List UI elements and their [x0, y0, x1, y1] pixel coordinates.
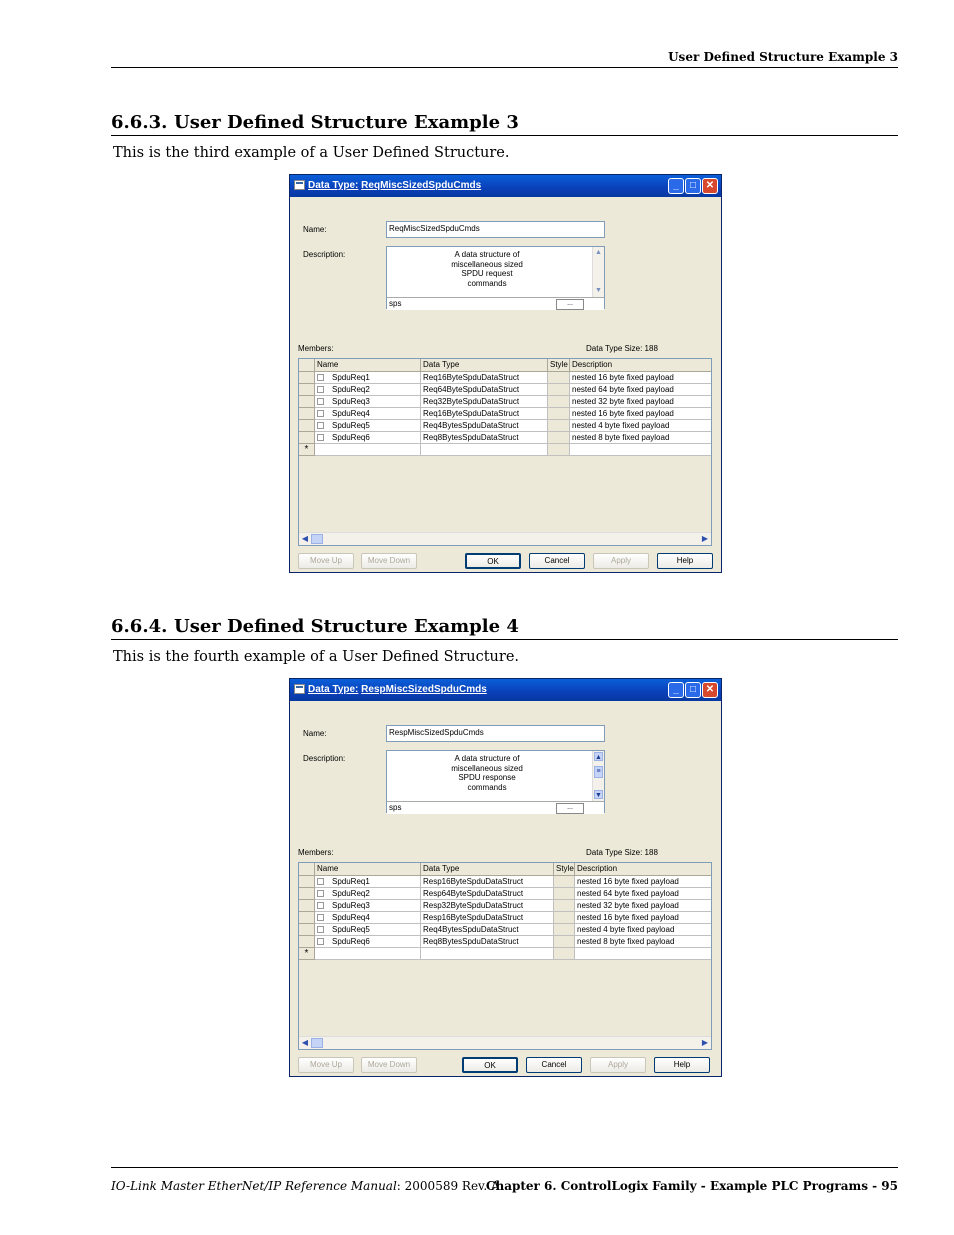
col-header-name[interactable]: Name [315, 359, 421, 372]
scroll-right-icon[interactable]: ▶ [701, 534, 709, 543]
cancel-button[interactable]: Cancel [529, 553, 585, 569]
members-label: Members: [298, 344, 334, 353]
ok-button[interactable]: OK [465, 553, 521, 569]
members-grid[interactable]: Name Data Type Style Description SpduReq1 Req16ByteSpduDataStruct nested 16 byte fixed payload SpduReq2 Req64ByteSpduDataStruct nested 64 byte fixed payload SpduReq3 Req32ByteSpduDataStruct nested 32 byte fixed payload SpduReq4 Req16ByteSpduDataStruct nested 16 byte fixed payload SpduReq5 Req4BytesSpduDataStruct nested 4 byte fixed payload SpduReq6 Req8BytesSpduDataStruct nested 8 byte fixed payload * ◀ ▶ [298, 358, 712, 546]
col-header-style[interactable]: Style [554, 863, 575, 876]
scroll-thumb[interactable] [311, 1038, 323, 1048]
description-footer-text: sps [389, 299, 402, 308]
dialog-title-prefix: Data Type: [308, 180, 359, 191]
scroll-up-icon[interactable]: ▲ [595, 249, 602, 256]
section-title-text: User Defined Structure Example 4 [174, 616, 519, 637]
col-header-description[interactable]: Description [570, 359, 712, 372]
col-header-data-type[interactable]: Data Type [421, 863, 554, 876]
section-paragraph: This is the fourth example of a User Defined Structure. [113, 649, 520, 665]
window-icon [294, 180, 305, 190]
scroll-left-icon[interactable]: ◀ [301, 1038, 309, 1047]
description-label: Description: [303, 250, 346, 259]
minimize-button[interactable]: _ [668, 178, 684, 194]
scroll-thumb[interactable] [311, 534, 323, 544]
move-up-button[interactable]: Move Up [298, 1057, 354, 1073]
data-type-size-label: Data Type Size: 188 [586, 344, 658, 353]
section-title-6-6-3 [111, 112, 898, 136]
name-label: Name: [303, 225, 327, 234]
section-number: 6.6.4. [111, 616, 168, 637]
scroll-down-icon[interactable]: ▼ [595, 287, 602, 294]
apply-button[interactable]: Apply [593, 553, 649, 569]
expand-icon[interactable] [317, 890, 324, 897]
grid-corner [299, 359, 315, 372]
name-label: Name: [303, 729, 327, 738]
name-input[interactable]: RespMiscSizedSpduCmds [386, 725, 605, 742]
data-type-size-label: Data Type Size: 188 [586, 848, 658, 857]
scroll-right-icon[interactable]: ▶ [701, 1038, 709, 1047]
running-header: User Defined Structure Example 3 [668, 50, 898, 64]
expand-icon[interactable] [317, 926, 324, 933]
horizontal-scrollbar[interactable] [299, 1036, 711, 1049]
description-label: Description: [303, 754, 346, 763]
expand-icon[interactable] [317, 422, 324, 429]
close-button[interactable]: ✕ [702, 178, 718, 194]
description-footer-text: sps [389, 803, 402, 812]
scroll-left-icon[interactable]: ◀ [301, 534, 309, 543]
expand-icon[interactable] [317, 410, 324, 417]
ellipsis-button[interactable]: ... [556, 803, 584, 814]
maximize-button[interactable]: □ [685, 682, 701, 698]
scroll-down-icon[interactable]: ▼ [595, 792, 602, 799]
expand-icon[interactable] [317, 434, 324, 441]
description-field[interactable] [386, 750, 605, 813]
expand-icon[interactable] [317, 398, 324, 405]
footer-manual-title: IO-Link Master EtherNet/IP Reference Manual: 2000589 Rev. A [111, 1179, 500, 1193]
description-scrollbar[interactable] [592, 247, 604, 297]
expand-icon[interactable] [317, 902, 324, 909]
new-row-marker: * [299, 948, 315, 960]
close-button[interactable]: ✕ [702, 682, 718, 698]
help-button[interactable]: Help [654, 1057, 710, 1073]
description-scrollbar[interactable] [592, 751, 604, 801]
col-header-data-type[interactable]: Data Type [421, 359, 548, 372]
cancel-button[interactable]: Cancel [526, 1057, 582, 1073]
move-down-button[interactable]: Move Down [361, 1057, 417, 1073]
dialog-title-name: ReqMiscSizedSpduCmds [361, 180, 482, 191]
ellipsis-button[interactable]: ... [556, 299, 584, 310]
section-paragraph: This is the third example of a User Defined Structure. [113, 145, 510, 161]
expand-icon[interactable] [317, 914, 324, 921]
expand-icon[interactable] [317, 374, 324, 381]
name-input[interactable]: ReqMiscSizedSpduCmds [386, 221, 605, 238]
description-text: A data structure of miscellaneous sized SPDU request commands [451, 250, 523, 288]
footer-rule [111, 1167, 898, 1168]
minimize-button[interactable]: _ [668, 682, 684, 698]
dialog-title-prefix: Data Type: [308, 684, 359, 695]
horizontal-scrollbar[interactable] [299, 532, 711, 545]
dialog-title-bar [290, 175, 721, 197]
description-text: A data structure of miscellaneous sized SPDU response commands [451, 754, 523, 792]
expand-icon[interactable] [317, 878, 324, 885]
new-row-marker: * [299, 444, 315, 456]
grid-corner [299, 863, 315, 876]
footer-chapter-page: Chapter 6. ControlLogix Family - Example PLC Programs - 95 [485, 1179, 898, 1193]
scroll-up-icon[interactable]: ▲ [595, 754, 602, 761]
section-number: 6.6.3. [111, 112, 168, 133]
members-label: Members: [298, 848, 334, 857]
expand-icon[interactable] [317, 386, 324, 393]
dialog-title-bar [290, 679, 721, 701]
maximize-button[interactable]: □ [685, 178, 701, 194]
data-type-dialog [289, 678, 722, 1077]
section-title-6-6-4 [111, 616, 898, 640]
expand-icon[interactable] [317, 938, 324, 945]
move-up-button[interactable]: Move Up [298, 553, 354, 569]
help-button[interactable]: Help [657, 553, 713, 569]
members-grid[interactable]: Name Data Type Style Description SpduReq1 Resp16ByteSpduDataStruct nested 16 byte fixed payload SpduReq2 Resp64ByteSpduDataStruct nested 64 byte fixed payload SpduReq3 Resp32ByteSpduDataStruct nested 32 byte fixed payload SpduReq4 Resp16ByteSpduDataStruct nested 16 byte fixed payload SpduReq5 Req4BytesSpduDataStruct nested 4 byte fixed payload SpduReq6 Req8BytesSpduDataStruct nested 8 byte fixed payload * ◀ ▶ [298, 862, 712, 1050]
col-header-style[interactable]: Style [548, 359, 570, 372]
col-header-description[interactable]: Description [575, 863, 712, 876]
col-header-name[interactable]: Name [315, 863, 421, 876]
window-icon [294, 684, 305, 694]
move-down-button[interactable]: Move Down [361, 553, 417, 569]
header-rule [111, 67, 898, 68]
data-type-dialog [289, 174, 722, 573]
description-field[interactable] [386, 246, 605, 309]
apply-button[interactable]: Apply [590, 1057, 646, 1073]
ok-button[interactable]: OK [462, 1057, 518, 1073]
scroll-thumb[interactable]: ≡ [594, 766, 603, 778]
section-title-text: User Defined Structure Example 3 [174, 112, 519, 133]
dialog-title-name: RespMiscSizedSpduCmds [361, 684, 487, 695]
